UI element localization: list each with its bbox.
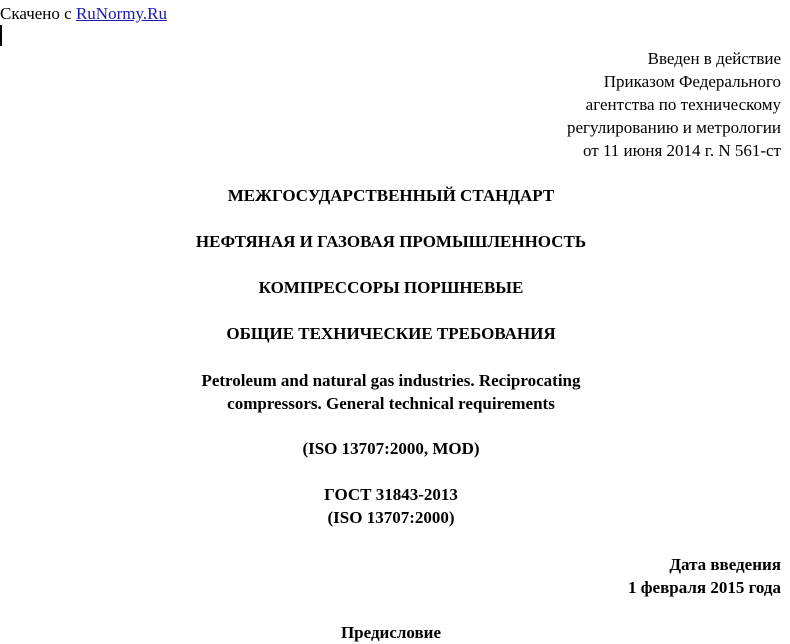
- industry-heading: [0, 230, 782, 253]
- enactment-line: Введен в действие: [647, 49, 781, 68]
- english-title: [0, 369, 782, 415]
- gost-iso-text: (ISO 13707:2000): [327, 508, 455, 527]
- iso-mod-heading: [0, 437, 782, 460]
- iso-mod-text: (ISO 13707:2000, MOD): [302, 439, 480, 458]
- standard-type-heading: [0, 184, 782, 207]
- intro-date-block: [628, 553, 781, 599]
- industry-text: НЕФТЯНАЯ И ГАЗОВАЯ ПРОМЫШЛЕННОСТЬ: [195, 232, 587, 251]
- source-prefix: Скачено с: [0, 4, 76, 23]
- enactment-line: от 11 июня 2014 г. N 561-ст: [582, 141, 781, 160]
- runormy-link[interactable]: RuNormy.Ru: [75, 4, 167, 23]
- preface-text: Предисловие: [340, 623, 442, 642]
- requirements-heading: [0, 322, 782, 345]
- english-title-line: Petroleum and natural gas industries. Reciprocating: [201, 371, 581, 390]
- enactment-block: [567, 47, 781, 162]
- enactment-line: регулированию и метрологии: [566, 118, 781, 137]
- intro-date-label: Дата введения: [669, 555, 781, 574]
- gost-heading: [0, 483, 782, 529]
- subject-text: КОМПРЕССОРЫ ПОРШНЕВЫЕ: [258, 278, 524, 297]
- text-cursor: [0, 25, 2, 46]
- gost-number-text: ГОСТ 31843-2013: [324, 485, 458, 504]
- requirements-text: ОБЩИЕ ТЕХНИЧЕСКИЕ ТРЕБОВАНИЯ: [226, 324, 556, 343]
- standard-type-text: МЕЖГОСУДАРСТВЕННЫЙ СТАНДАРТ: [227, 186, 555, 205]
- english-title-line: compressors. General technical requirements: [227, 394, 555, 413]
- intro-date-value: 1 февраля 2015 года: [628, 578, 781, 597]
- enactment-line: Приказом Федерального: [603, 72, 781, 91]
- source-line: [0, 2, 167, 25]
- subject-heading: [0, 276, 782, 299]
- enactment-line: агентства по техническому: [585, 95, 781, 114]
